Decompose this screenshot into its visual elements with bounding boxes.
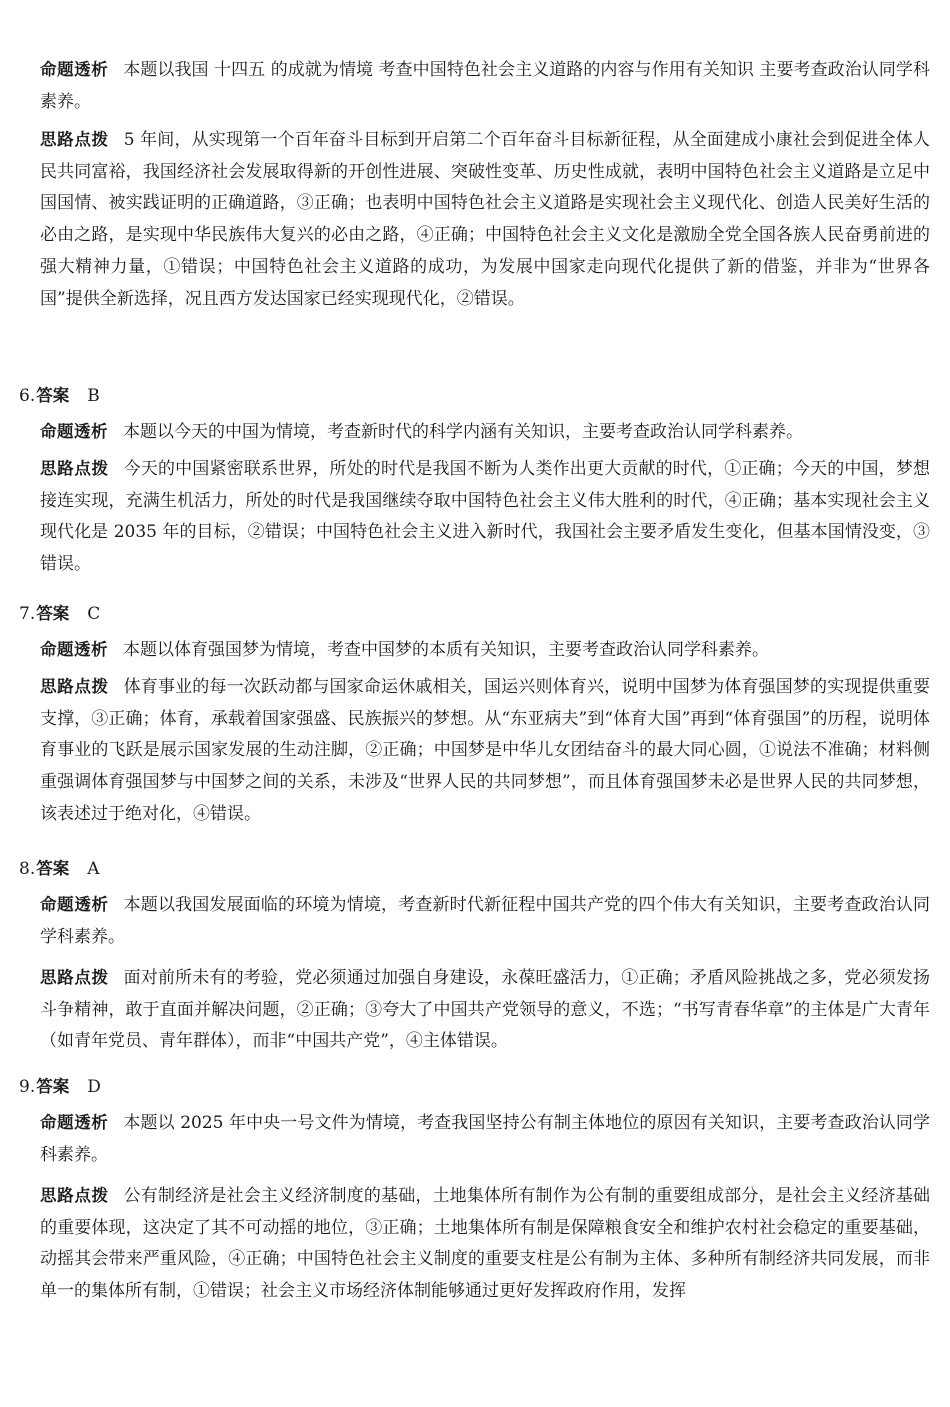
hint-label: 思路点拨	[40, 1186, 109, 1205]
q6-analysis	[40, 416, 930, 449]
q7-hint-text: 体育事业的每一次跃动都与国家命运休戚相关，国运兴则体育兴，说明中国梦为体育强国梦的实现提供重要支撑，③正确；体育，承载着国家强盛、民族振兴的梦想。从“东亚病夫”到“体育大国”再到“体育强国”的历程，说明体育事业的飞跃是展示国家发展的生动注脚，②正确；中国梦是中华儿女团结奋斗的最大同心圆，①说法不准确；材料侧重强调体育强国梦与中国梦之间的关系，未涉及“世界人民的共同梦想”，而且体育强国梦未必是世界人民的共同梦想，该表述过于绝对化，④错误。	[40, 677, 930, 824]
q8-hint	[40, 962, 930, 1058]
q9-number: 9.	[19, 1077, 36, 1097]
q9-analysis	[40, 1107, 930, 1171]
q6-answer: B	[87, 386, 100, 406]
answer-label: 答案	[36, 859, 70, 878]
q7-analysis-text: 本题以体育强国梦为情境，考查中国梦的本质有关知识，主要考查政治认同学科素养。	[123, 640, 769, 660]
q8-analysis	[40, 889, 930, 953]
q9-answer-line	[19, 1071, 101, 1103]
hint-label: 思路点拨	[40, 968, 109, 987]
q8-answer-line	[19, 853, 100, 885]
q6-number: 6.	[19, 386, 36, 406]
q5-analysis	[40, 54, 930, 118]
q8-number: 8.	[19, 859, 36, 879]
answer-label: 答案	[36, 604, 70, 623]
answer-label: 答案	[36, 386, 70, 405]
q9-analysis-text: 本题以 2025 年中央一号文件为情境，考查我国坚持公有制主体地位的原因有关知识，主要考查政治认同学科素养。	[40, 1113, 930, 1165]
hint-label: 思路点拨	[40, 459, 109, 478]
q8-hint-text: 面对前所未有的考验，党必须通过加强自身建设，永葆旺盛活力，①正确；矛盾风险挑战之多，党必须发扬斗争精神，敢于直面并解决问题，②正确；③夸大了中国共产党领导的意义，不选；“书写青春华章”的主体是广大青年（如青年党员、青年群体），而非“中国共产党”，④主体错误。	[40, 968, 930, 1052]
q9-answer: D	[87, 1077, 101, 1097]
hint-label: 思路点拨	[40, 677, 109, 696]
q9-hint	[40, 1180, 930, 1308]
analysis-label: 命题透析	[40, 60, 109, 79]
q6-analysis-text: 本题以今天的中国为情境，考查新时代的科学内涵有关知识，主要考查政治认同学科素养。	[123, 422, 803, 442]
q5-hint-text: 5 年间，从实现第一个百年奋斗目标到开启第二个百年奋斗目标新征程，从全面建成小康社会到促进全体人民共同富裕，我国经济社会发展取得新的开创性进展、突破性变革、历史性成就，表明中国特色社会主义道路是立足中国国情、被实践证明的正确道路，③正确；也表明中国特色社会主义道路是实现社会主义现代化、创造人民美好生活的必由之路，是实现中华民族伟大复兴的必由之路，④正确；中国特色社会主义文化是激励全党全国各族人民奋勇前进的强大精神力量，①错误；中国特色社会主义道路的成功，为发展中国家走向现代化提供了新的借鉴，并非为“世界各国”提供全新选择，况且西方发达国家已经实现现代化，②错误。	[40, 130, 930, 309]
hint-label: 思路点拨	[40, 130, 109, 149]
q7-answer-line	[19, 598, 100, 630]
answer-label: 答案	[36, 1077, 70, 1096]
analysis-label: 命题透析	[40, 422, 108, 441]
analysis-label: 命题透析	[40, 640, 108, 659]
analysis-label: 命题透析	[40, 895, 109, 914]
q8-answer: A	[87, 859, 100, 879]
q7-answer: C	[87, 604, 101, 624]
analysis-label: 命题透析	[40, 1113, 109, 1132]
q6-hint	[40, 453, 930, 581]
q5-hint	[40, 124, 930, 315]
q5-analysis-text: 本题以我国 十四五 的成就为情境 考查中国特色社会主义道路的内容与作用有关知识 主要考查政治认同学科素养。	[40, 60, 930, 112]
q6-answer-line	[19, 380, 100, 412]
q8-analysis-text: 本题以我国发展面临的环境为情境，考查新时代新征程中国共产党的四个伟大有关知识，主要考查政治认同学科素养。	[40, 895, 930, 947]
q6-hint-text: 今天的中国紧密联系世界，所处的时代是我国不断为人类作出更大贡献的时代，①正确；今天的中国，梦想接连实现，充满生机活力，所处的时代是我国继续夺取中国特色社会主义伟大胜利的时代，④正确；基本实现社会主义现代化是 2035 年的目标，②错误；中国特色社会主义进入新时代，我国社会主要矛盾发生变化，但基本国情没变，③错误。	[40, 459, 930, 575]
q7-number: 7.	[19, 604, 36, 624]
q7-analysis	[40, 634, 930, 667]
q9-hint-text: 公有制经济是社会主义经济制度的基础，土地集体所有制作为公有制的重要组成部分，是社会主义经济基础的重要体现，这决定了其不可动摇的地位，③正确；土地集体所有制是保障粮食安全和维护农村社会稳定的重要基础，动摇其会带来严重风险，④正确；中国特色社会主义制度的重要支柱是公有制为主体、多种所有制经济共同发展，而非单一的集体所有制，①错误；社会主义市场经济体制能够通过更好发挥政府作用，发挥	[40, 1186, 930, 1302]
q7-hint	[40, 671, 930, 831]
